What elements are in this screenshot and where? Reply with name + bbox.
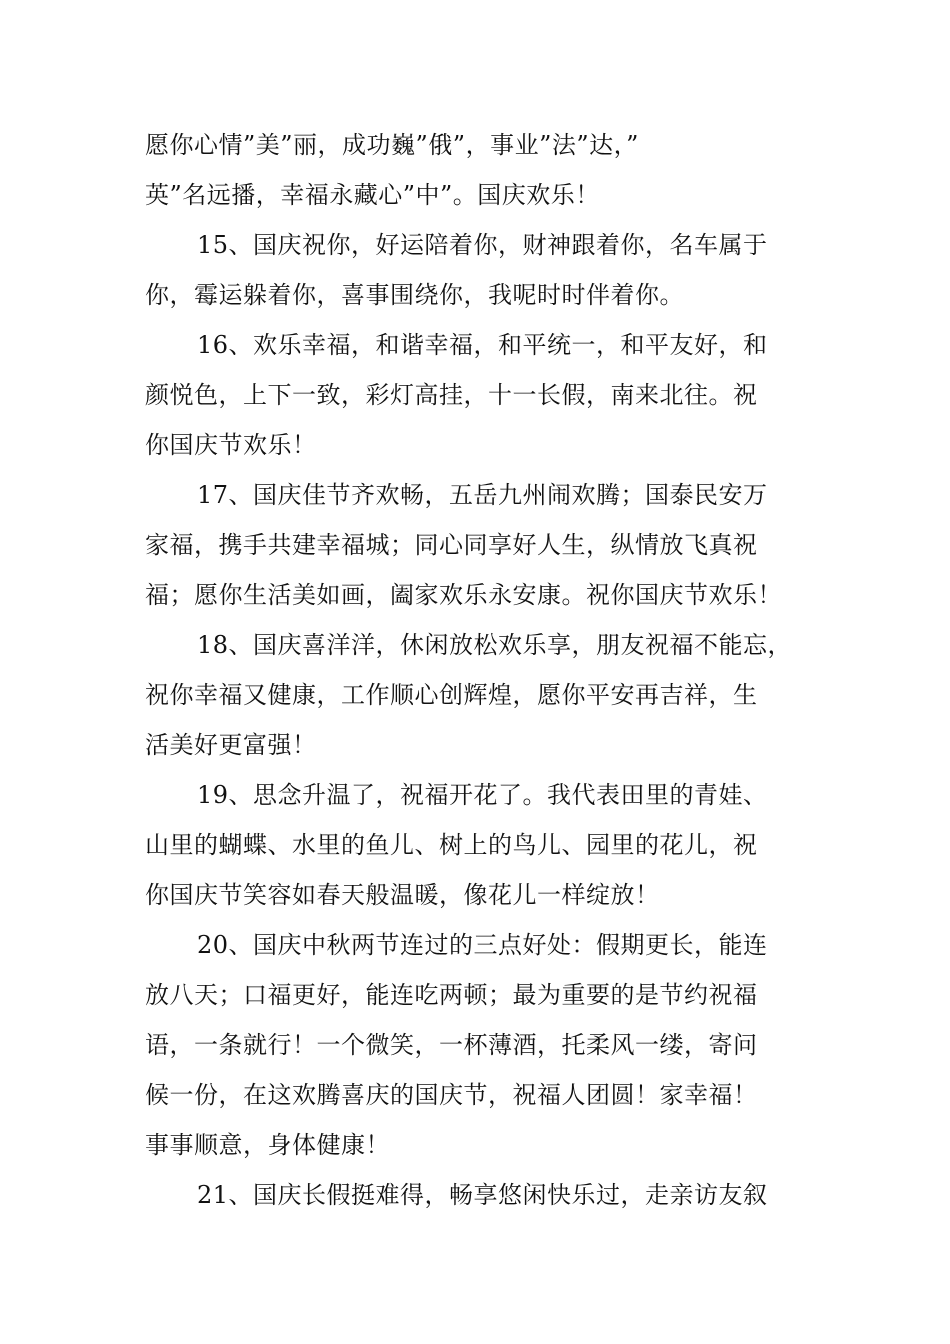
text-line: 语，一条就行！一个微笑，一杯薄酒，托柔风一缕，寄问 xyxy=(145,1031,758,1059)
text-line: 愿你心情”美”丽，成功巍”俄”，事业”法”达，” xyxy=(145,131,639,159)
paragraph-item-17 xyxy=(145,470,810,620)
text-line: 你国庆节笑容如春天般温暖，像花儿一样绽放！ xyxy=(145,881,660,909)
text-line: 21、国庆长假挺难得，畅享悠闲快乐过，走亲访友叙 xyxy=(197,1181,768,1209)
text-line: 放八天；口福更好，能连吃两顿；最为重要的是节约祝福 xyxy=(145,981,758,1009)
text-line: 福；愿你生活美如画，阖家欢乐永安康。祝你国庆节欢乐！ xyxy=(145,581,782,609)
paragraph-item-21 xyxy=(145,1170,810,1220)
paragraph-item-20 xyxy=(145,920,810,1170)
text-line: 候一份，在这欢腾喜庆的国庆节，祝福人团圆！家幸福！ xyxy=(145,1081,758,1109)
paragraph-item-16 xyxy=(145,320,810,470)
text-line: 家福，携手共建幸福城；同心同享好人生，纵情放飞真祝 xyxy=(145,531,758,559)
text-line: 20、国庆中秋两节连过的三点好处：假期更长，能连 xyxy=(197,931,768,959)
paragraph-item-15 xyxy=(145,220,810,320)
text-line: 17、国庆佳节齐欢畅，五岳九州闹欢腾；国泰民安万 xyxy=(197,481,768,509)
text-line: 15、国庆祝你，好运陪着你，财神跟着你，名车属于 xyxy=(197,231,768,259)
text-line: 16、欢乐幸福，和谐幸福，和平统一，和平友好，和 xyxy=(197,331,768,359)
document-body xyxy=(145,120,810,1220)
text-line: 你国庆节欢乐！ xyxy=(145,431,317,459)
text-line: 事事顺意，身体健康！ xyxy=(145,1131,390,1159)
text-line: 山里的蝴蝶、水里的鱼儿、树上的鸟儿、园里的花儿，祝 xyxy=(145,831,758,859)
paragraph-continuation xyxy=(145,120,810,220)
paragraph-item-18 xyxy=(145,620,810,770)
text-line: 你，霉运躲着你，喜事围绕你，我呢时时伴着你。 xyxy=(145,281,684,309)
text-line: 祝你幸福又健康，工作顺心创辉煌，愿你平安再吉祥，生 xyxy=(145,681,758,709)
text-line: 颜悦色，上下一致，彩灯高挂，十一长假，南来北往。祝 xyxy=(145,381,758,409)
text-line: 18、国庆喜洋洋，休闲放松欢乐享，朋友祝福不能忘， xyxy=(197,631,793,659)
text-line: 活美好更富强！ xyxy=(145,731,317,759)
text-line: 英”名远播，幸福永藏心”中”。国庆欢乐！ xyxy=(145,181,600,209)
text-line: 19、思念升温了，祝福开花了。我代表田里的青娃、 xyxy=(197,781,768,809)
paragraph-item-19 xyxy=(145,770,810,920)
